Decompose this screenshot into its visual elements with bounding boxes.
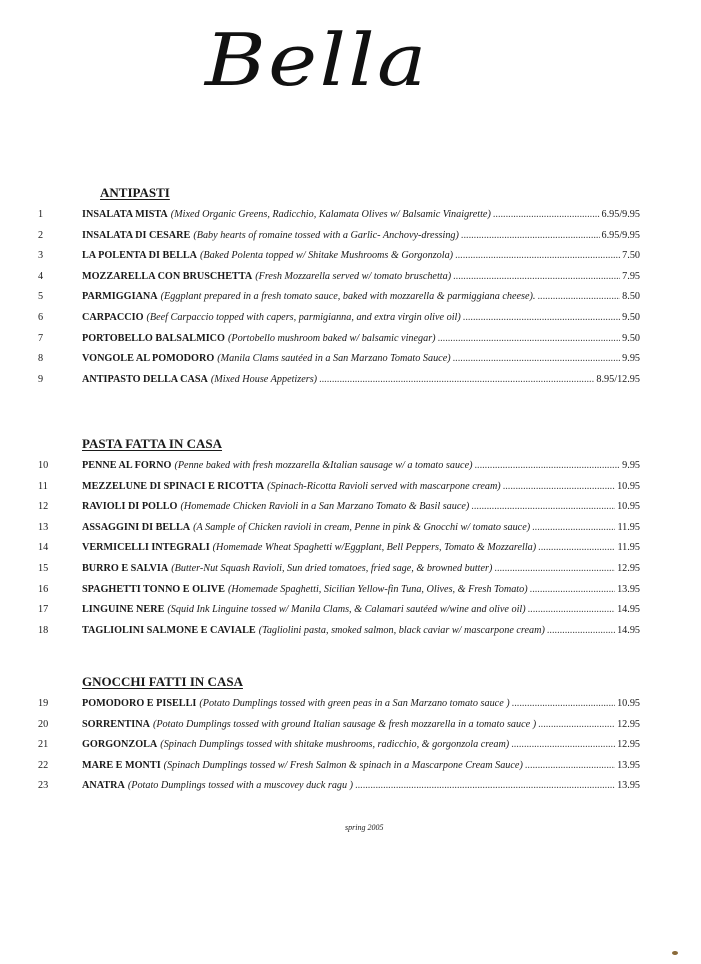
menu-item [0,291,701,311]
dot-leader [525,760,615,771]
item-name: PARMIGGIANA [82,291,158,303]
item-number: 21 [38,739,49,751]
item-number: 8 [38,353,44,365]
dot-leader [463,312,620,323]
item-name: CARPACCIO [82,312,144,323]
item-line [82,739,640,750]
dot-leader [538,719,615,730]
item-name: TAGLIOLINI SALMONE E CAVIALE [82,624,256,636]
item-price: 6.95/9.95 [601,209,640,220]
item-line [82,604,640,615]
dot-leader [493,209,600,220]
item-name: VERMICELLI INTEGRALI [82,542,210,554]
dot-leader [530,584,615,595]
dot-leader [532,522,615,533]
item-number: 5 [38,291,44,303]
section-heading: PASTA FATTA IN CASA [82,436,223,451]
item-line [82,698,640,709]
season-footer: spring 2005 [345,823,384,832]
menu-item [0,780,701,800]
menu-item [0,250,701,270]
item-price: 9.50 [622,332,640,344]
dot-leader [453,353,621,364]
item-line [82,584,640,595]
item-number: 4 [38,270,44,282]
item-number: 19 [38,698,49,709]
scan-speck [672,951,678,955]
dot-leader [438,333,621,344]
item-price: 13.95 [617,780,640,792]
item-line [82,719,640,730]
item-description: (Baked Polenta topped w/ Shitake Mushrooms & Gorgonzola) [200,250,454,262]
item-name: PENNE AL FORNO [82,460,172,471]
item-price: 9.50 [622,312,640,323]
item-number: 17 [38,604,49,616]
dot-leader [503,481,615,492]
menu-item [0,760,701,780]
item-name: POMODORO E PISELLI [82,698,197,709]
item-description: (Mixed Organic Greens, Radicchio, Kalamata Olives w/ Balsamic Vinaigrette) [170,209,491,220]
item-price: 14.95 [617,624,640,636]
item-price: 8.50 [622,291,640,303]
item-price: 12.95 [617,718,640,730]
menu-item [0,230,701,250]
item-number: 20 [38,718,49,730]
item-line [82,271,640,282]
item-description: (Potato Dumplings tossed with a muscovey duck ragu ) [127,780,354,792]
item-line [82,230,640,241]
item-line [82,522,640,533]
item-line [82,312,640,323]
item-name: VONGOLE AL POMODORO [82,353,215,365]
item-description: (Baby hearts of romaine tossed with a Garlic- Anchovy-dressing) [193,229,459,241]
item-description: (Beef Carpaccio topped with capers, parmigianna, and extra virgin olive oil) [146,312,461,323]
item-price: 12.95 [617,739,640,751]
item-price: 7.50 [622,250,640,262]
dot-leader [474,460,620,471]
item-line [82,501,640,512]
item-description: (Spinach Dumplings tossed with shitake mushrooms, radicchio, & gorgonzola cream) [160,739,510,751]
menu-item [0,460,701,480]
menu-item [0,719,701,739]
item-number: 13 [38,521,49,533]
menu-item [0,481,701,501]
item-description: (Homemade Chicken Ravioli in a San Marzano Tomato & Basil sauce) [180,501,470,513]
item-line [82,760,640,771]
item-number: 10 [38,460,49,471]
item-name: INSALATA MISTA [82,209,168,220]
dot-leader [355,780,615,791]
item-price: 9.95 [622,353,640,365]
item-number: 1 [38,209,44,220]
item-name: MEZZELUNE DI SPINACI E RICOTTA [82,480,265,492]
item-price: 13.95 [617,583,640,595]
menu-item [0,604,701,624]
item-description: (Portobello mushroom baked w/ balsamic vinegar) [227,332,436,344]
item-price: 8.95/12.95 [596,373,640,385]
item-line [82,353,640,364]
item-line [82,333,640,344]
item-name: LA POLENTA DI BELLA [82,250,198,262]
menu-item [0,739,701,759]
item-line [82,563,640,574]
menu-item [0,333,701,353]
item-name: ANATRA [82,780,125,792]
item-description: (Butter-Nut Squash Ravioli, Sun dried tomatoes, fried sage, & browned butter) [171,563,493,574]
section-heading: GNOCCHI FATTI IN CASA [82,674,243,689]
dot-leader [538,542,615,553]
item-number: 22 [38,759,49,771]
item-price: 6.95/9.95 [601,229,640,241]
item-line [82,542,640,553]
item-name: ANTIPASTO DELLA CASA [82,373,208,385]
item-name: GORGONZOLA [82,739,158,751]
dot-leader [512,698,615,709]
item-price: 11.95 [617,521,640,533]
dot-leader [461,230,600,241]
item-description: (Spinach-Ricotta Ravioli served with mascarpone cream) [267,480,501,492]
menu-item [0,563,701,583]
item-description: (Tagliolini pasta, smoked salmon, black caviar w/ mascarpone cream) [258,624,545,636]
item-number: 15 [38,563,49,574]
item-number: 3 [38,250,44,262]
item-number: 11 [38,480,48,492]
dot-leader [494,563,615,574]
item-description: (Eggplant prepared in a fresh tomato sauce, baked with mozzarella & parmiggiana cheese). [160,291,536,303]
item-line [82,460,640,471]
dot-leader [319,374,594,385]
menu-item [0,698,701,718]
dot-leader [528,604,615,615]
item-number: 7 [38,332,44,344]
item-price: 7.95 [622,270,640,282]
menu-item [0,584,701,604]
item-number: 23 [38,780,49,792]
dot-leader [455,250,620,261]
item-name: ASSAGGINI DI BELLA [82,521,191,533]
item-line [82,374,640,385]
item-description: (Fresh Mozzarella served w/ tomato bruschetta) [255,270,452,282]
dot-leader [511,739,615,750]
item-price: 14.95 [617,604,640,616]
item-description: (A Sample of Chicken ravioli in cream, Penne in pink & Gnocchi w/ tomato sauce) [193,521,531,533]
item-name: PORTOBELLO BALSALMICO [82,332,225,344]
item-name: SORRENTINA [82,718,150,730]
item-price: 13.95 [617,759,640,771]
section-heading: ANTIPASTI [100,185,170,200]
item-line [82,625,640,636]
dot-leader [547,625,615,636]
item-description: (Homemade Wheat Spaghetti w/Eggplant, Bell Peppers, Tomato & Mozzarella) [212,542,537,554]
item-description: (Squid Ink Linguine tossed w/ Manila Clams, & Calamari sautéed w/wine and olive oil) [167,604,526,616]
item-price: 11.95 [617,542,640,554]
dot-leader [453,271,620,282]
item-name: INSALATA DI CESARE [82,229,191,241]
menu-item [0,522,701,542]
item-name: MARE E MONTI [82,759,161,771]
dot-leader [537,291,620,302]
item-number: 18 [38,624,49,636]
item-number: 6 [38,312,44,323]
item-description: (Potato Dumplings tossed with green peas in a San Marzano tomato sauce ) [199,698,510,709]
item-number: 16 [38,583,49,595]
item-price: 10.95 [617,501,640,513]
item-name: BURRO E SALVIA [82,563,169,574]
menu-item [0,374,701,394]
restaurant-logo: Bella [205,18,429,102]
menu-item [0,271,701,291]
item-description: (Homemade Spaghetti, Sicilian Yellow-fin Tuna, Olives, & Fresh Tomato) [227,583,528,595]
item-description: (Mixed House Appetizers) [210,373,318,385]
item-number: 14 [38,542,49,554]
item-line [82,209,640,220]
item-line [82,250,640,261]
item-name: MOZZARELLA CON BRUSCHETTA [82,270,253,282]
item-name: LINGUINE NERE [82,604,165,616]
dot-leader [471,501,615,512]
item-price: 9.95 [622,460,640,471]
item-name: RAVIOLI DI POLLO [82,501,178,513]
item-line [82,481,640,492]
item-line [82,780,640,791]
item-description: (Manila Clams sautéed in a San Marzano Tomato Sauce) [217,353,451,365]
item-number: 9 [38,373,44,385]
menu-item [0,501,701,521]
item-description: (Potato Dumplings tossed with ground Italian sausage & fresh mozzarella in a tomato sauce ) [152,718,537,730]
item-number: 12 [38,501,49,513]
menu-item [0,353,701,373]
item-description: (Spinach Dumplings tossed w/ Fresh Salmon & spinach in a Mascarpone Cream Sauce) [163,759,523,771]
item-price: 10.95 [617,480,640,492]
item-line [82,291,640,302]
item-price: 10.95 [617,698,640,709]
item-number: 2 [38,229,44,241]
item-description: (Penne baked with fresh mozzarella &Italian sausage w/ a tomato sauce) [174,460,473,471]
menu-item [0,542,701,562]
menu-item [0,625,701,645]
menu-item [0,209,701,229]
item-price: 12.95 [617,563,640,574]
menu-item [0,312,701,332]
item-name: SPAGHETTI TONNO E OLIVE [82,583,225,595]
